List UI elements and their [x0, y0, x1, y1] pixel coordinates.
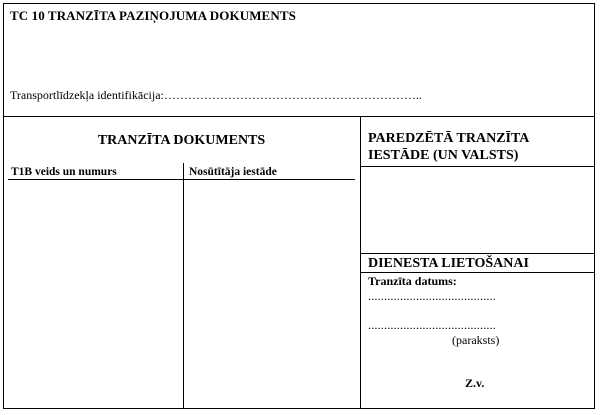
signature-dots: ........................................	[368, 318, 496, 332]
signature-label: (paraksts)	[452, 333, 500, 347]
stamp-label: Z.v.	[465, 376, 485, 390]
form-title: TC 10 TRANZĪTA PAZIŅOJUMA DOKUMENTS	[10, 8, 296, 23]
destination-divider	[360, 166, 595, 167]
vehicle-id-label: Transportlīdzekļa identifikācija:	[10, 88, 164, 102]
transit-date-dots: ........................................	[368, 289, 496, 303]
destination-heading-line1: PAREDZĒTĀ TRANZĪTA	[368, 131, 530, 146]
destination-heading-line2: IESTĀDE (UN VALSTS)	[368, 148, 519, 163]
table-header-line	[8, 179, 355, 180]
destination-office-heading	[368, 130, 529, 164]
transit-date-label: Tranzīta datums:	[368, 274, 457, 288]
col-t1b-header: T1B veids un numurs	[11, 166, 117, 178]
column-divider	[360, 116, 361, 409]
official-use-heading: DIENESTA LIETOŠANAI	[368, 256, 529, 271]
official-use-bottom-line	[360, 272, 595, 273]
official-use-top-line	[360, 253, 595, 254]
vehicle-identification-field	[10, 88, 422, 103]
header-divider	[3, 116, 595, 117]
transit-document-heading: TRANZĪTA DOKUMENTS	[97, 133, 266, 148]
vehicle-id-dots: ………………………………………………………..	[163, 88, 422, 102]
col-office-header: Nosūtītāja iestāde	[189, 166, 277, 178]
table-column-divider	[183, 163, 184, 409]
form-border	[3, 3, 595, 409]
